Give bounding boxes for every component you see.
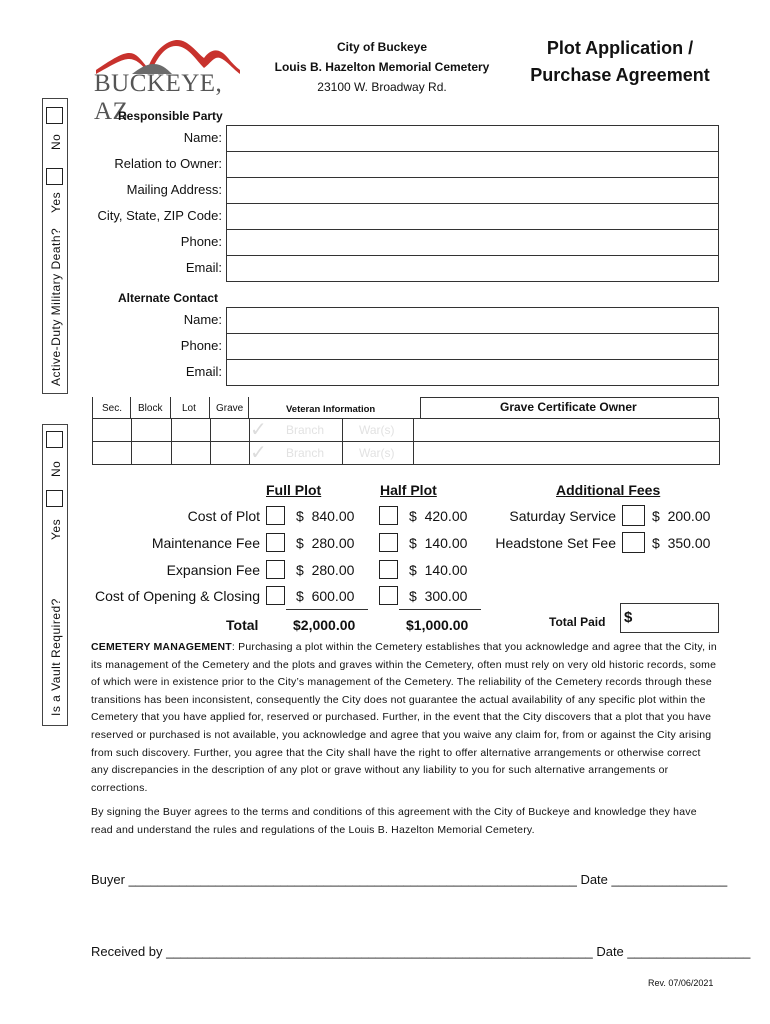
saturday-service-fee: $ 200.00 — [652, 508, 711, 524]
half-maintenance-cost: $ 140.00 — [409, 535, 468, 551]
plot-header-grave: Grave — [216, 403, 244, 414]
saturday-service-label: Saturday Service — [509, 508, 616, 524]
cemetery-management-terms — [91, 639, 721, 797]
half-expansion-cost: $ 140.00 — [409, 562, 468, 578]
fee-label-expansion: Expansion Fee — [166, 562, 260, 578]
mgmt-text: : Purchasing a plot within the Cemetery establishes that you acknowledge and agree that the City, in its management of the Cemetery and the plots and graves within the Cemetery, often must rely on very old historic records, some of which were in existence prior to the City’s management of the Cemetery. The reliability of the Cemetery records through these transitions has been inconsistent, consequently the City does not guarantee the actual availability of any specific plot within the Cemetery that you have applied for, reserved or purchased. Further, in the event that the City discovers that a plot that you have reserved or purchased is not available, you acknowledge and agree that you waive any claim for, from or against the City arising from such discovery. Further, you agree that the City shall have the right to offer alternative arrangements or otherwise correct any discrepancies in the description of any plot or grave without any liability to you for such alternative arrangements or corrections. — [91, 641, 717, 794]
military-no-checkbox[interactable] — [46, 107, 63, 124]
grave-cell[interactable] — [211, 419, 250, 442]
rp-email-field[interactable] — [226, 255, 719, 282]
alternate-contact-heading: Alternate Contact — [118, 291, 219, 305]
military-no-label: No — [49, 133, 63, 150]
half-plot-heading: Half Plot — [380, 482, 437, 498]
rp-phone-label: Phone: — [180, 234, 222, 249]
full-plot-cost: $ 840.00 — [296, 508, 355, 524]
half-maintenance-checkbox[interactable] — [379, 533, 398, 552]
org-line1: City of Buckeye — [336, 40, 428, 54]
grave-cell[interactable] — [211, 442, 250, 465]
rp-city-label: City, State, ZIP Code: — [97, 208, 222, 223]
war-cell[interactable] — [343, 442, 414, 465]
full-opening-cost: $ 600.00 — [296, 588, 355, 604]
plot-header-row — [92, 397, 719, 419]
fee-label-opening: Cost of Opening & Closing — [95, 588, 260, 604]
divider — [130, 397, 131, 419]
buyer-signature-line[interactable]: Buyer ______________________________________________________________ Date ________________ — [91, 872, 728, 887]
half-plot-checkbox[interactable] — [379, 506, 398, 525]
branch-cell[interactable] — [250, 419, 343, 442]
divider — [92, 397, 93, 419]
rp-name-label: Name: — [183, 130, 222, 145]
vault-yes-label: Yes — [49, 518, 63, 540]
branch-placeholder: Branch — [286, 423, 325, 437]
ac-name-label: Name: — [183, 312, 222, 327]
rp-email-label: Email: — [185, 260, 222, 275]
received-by-signature-line[interactable]: Received by ___________________________________________________________ Date _________________ — [91, 944, 751, 959]
title-line1: Plot Application / — [546, 38, 694, 58]
revision-date: Rev. 07/06/2021 — [648, 978, 714, 988]
divider — [248, 397, 249, 419]
half-opening-checkbox[interactable] — [379, 586, 398, 605]
sec-cell[interactable] — [93, 419, 132, 442]
full-plot-checkbox[interactable] — [266, 506, 285, 525]
plot-header-veteran: Veteran Information — [286, 404, 376, 415]
military-yes-label: Yes — [49, 191, 63, 213]
vault-yes-checkbox[interactable] — [46, 490, 63, 507]
divider — [209, 397, 210, 419]
cert-owner-cell[interactable] — [414, 442, 720, 465]
vault-no-label: No — [49, 460, 63, 477]
ac-name-field[interactable] — [226, 307, 719, 334]
total-full: $2,000.00 — [293, 617, 356, 633]
divider — [399, 609, 481, 610]
org-header — [262, 37, 502, 97]
org-address: 23100 W. Broadway Rd. — [317, 80, 447, 94]
lot-cell[interactable] — [172, 419, 211, 442]
alternate-contact-labels — [94, 307, 222, 385]
fee-label-plot: Cost of Plot — [187, 508, 260, 524]
total-paid-currency: $ — [624, 609, 633, 626]
total-label: Total — [226, 617, 259, 633]
war-placeholder: War(s) — [359, 423, 395, 437]
org-line2: Louis B. Hazelton Memorial Cemetery — [274, 60, 490, 74]
full-maintenance-cost: $ 280.00 — [296, 535, 355, 551]
responsible-party-labels — [94, 125, 222, 281]
divider — [170, 397, 171, 419]
full-opening-checkbox[interactable] — [266, 586, 285, 605]
war-cell[interactable] — [343, 419, 414, 442]
fee-label-maintenance: Maintenance Fee — [151, 535, 260, 551]
mgmt-label: CEMETERY MANAGEMENT — [91, 641, 232, 653]
full-expansion-checkbox[interactable] — [266, 560, 285, 579]
military-yes-checkbox[interactable] — [46, 168, 63, 185]
divider — [286, 609, 368, 610]
branch-cell[interactable] — [250, 442, 343, 465]
cert-header-box — [420, 397, 719, 419]
rp-address-label: Mailing Address: — [126, 182, 222, 197]
saturday-service-checkbox[interactable] — [622, 505, 645, 526]
page-title — [520, 35, 720, 89]
total-paid-field[interactable] — [620, 603, 719, 633]
headstone-set-checkbox[interactable] — [622, 532, 645, 553]
title-line2: Purchase Agreement — [530, 65, 710, 85]
block-cell[interactable] — [132, 419, 172, 442]
vault-question: Is a Vault Required? — [49, 598, 63, 716]
rp-phone-field[interactable] — [226, 229, 719, 256]
logo-text: BUCKEYE, AZ — [94, 70, 223, 125]
ac-phone-label: Phone: — [180, 338, 222, 353]
check-icon: ✓ — [250, 442, 267, 464]
total-paid-label: Total Paid — [549, 615, 606, 629]
table-row — [93, 419, 720, 442]
total-half: $1,000.00 — [406, 617, 469, 633]
plot-header-lot: Lot — [182, 403, 196, 414]
vault-no-checkbox[interactable] — [46, 431, 63, 448]
ac-email-label: Email: — [185, 364, 222, 379]
rp-relation-field[interactable] — [226, 151, 719, 178]
responsible-party-heading: Responsible Party — [118, 109, 223, 123]
rp-relation-label: Relation to Owner: — [114, 156, 222, 171]
headstone-set-fee: $ 350.00 — [652, 535, 711, 551]
signing-terms: By signing the Buyer agrees to the terms and conditions of this agreement with the City of Buckeye and knowledge they have read and understand the rules and regulations of the Louis B. Hazelton Memorial Cemetery. — [91, 806, 697, 836]
full-maintenance-checkbox[interactable] — [266, 533, 285, 552]
rp-address-field[interactable] — [226, 177, 719, 204]
rp-name-field[interactable] — [226, 125, 719, 152]
cert-owner-cell[interactable] — [414, 419, 720, 442]
headstone-set-label: Headstone Set Fee — [495, 535, 616, 551]
full-plot-heading: Full Plot — [266, 482, 322, 498]
ac-phone-field[interactable] — [226, 333, 719, 360]
ac-email-field[interactable] — [226, 359, 719, 386]
war-placeholder: War(s) — [359, 446, 395, 460]
half-plot-cost: $ 420.00 — [409, 508, 468, 524]
half-opening-cost: $ 300.00 — [409, 588, 468, 604]
table-row — [93, 442, 720, 465]
check-icon: ✓ — [250, 419, 267, 441]
plot-header-block: Block — [138, 403, 163, 414]
plot-header-cert-owner: Grave Certificate Owner — [500, 400, 637, 414]
rp-city-field[interactable] — [226, 203, 719, 230]
half-expansion-checkbox[interactable] — [379, 560, 398, 579]
additional-fees-heading: Additional Fees — [556, 482, 661, 498]
plot-table — [92, 418, 720, 465]
full-expansion-cost: $ 280.00 — [296, 562, 355, 578]
sec-cell[interactable] — [93, 442, 132, 465]
plot-header-sec: Sec. — [102, 403, 123, 414]
lot-cell[interactable] — [172, 442, 211, 465]
branch-placeholder: Branch — [286, 446, 325, 460]
military-question: Active-Duty Military Death? — [49, 227, 63, 386]
block-cell[interactable] — [132, 442, 172, 465]
